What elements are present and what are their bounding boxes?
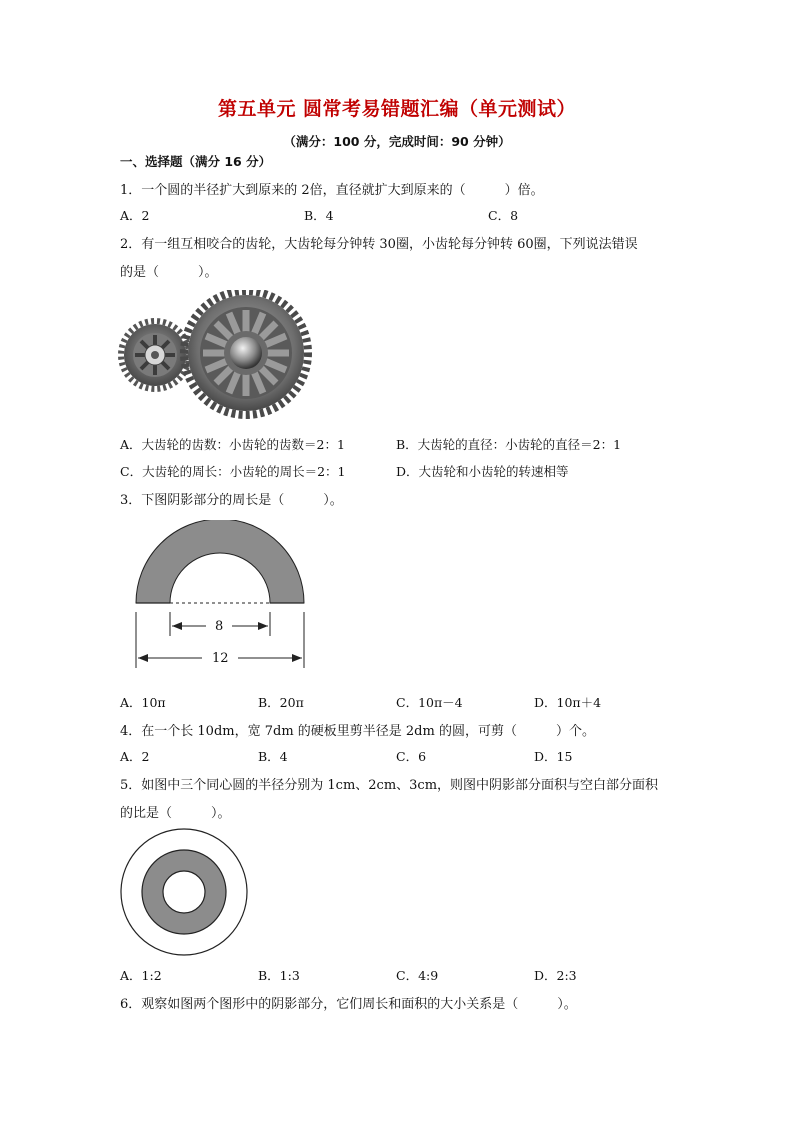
inner-diameter-label: 8 [215,619,224,634]
question-1-option-a[interactable]: A．2 [120,208,150,223]
question-2-option-a[interactable]: A．大齿轮的齿数：小齿轮的齿数＝2：1 [120,437,345,452]
question-5-text-line2: 的比是（ ）。 [120,806,231,821]
question-2-option-b[interactable]: B．大齿轮的直径：小齿轮的直径＝2：1 [396,437,622,452]
question-1-option-c[interactable]: C．8 [488,208,519,223]
question-3-option-d[interactable]: D．10π＋4 [534,695,602,710]
question-2-text-line2: 的是（ ）。 [120,265,218,280]
question-6-text: 6．观察如图两个图形中的阴影部分，它们周长和面积的大小关系是（ ）。 [120,997,577,1012]
big-gear [184,291,308,415]
question-4-option-c[interactable]: C．6 [396,749,427,764]
question-4-option-d[interactable]: D．15 [534,749,573,764]
page-title: 第五单元 圆常考易错题汇编（单元测试） [217,98,577,120]
question-1-option-b[interactable]: B．4 [304,208,334,223]
question-5-option-a[interactable]: A．1:2 [120,968,162,983]
question-2-text-line1: 2．有一组互相咬合的齿轮，大齿轮每分钟转 30圈，小齿轮每分钟转 60圈，下列说法错误 [120,237,638,252]
question-2-option-c[interactable]: C．大齿轮的周长：小齿轮的周长＝2：1 [120,464,346,479]
question-5-option-b[interactable]: B．1:3 [258,968,300,983]
page-subtitle: （满分：100 分，完成时间：90 分钟） [283,134,511,149]
question-2-option-d[interactable]: D．大齿轮和小齿轮的转速相等 [396,464,569,479]
question-4-option-b[interactable]: B．4 [258,749,288,764]
concentric-circles-figure [118,826,250,958]
question-3-option-c[interactable]: C．10π－4 [396,695,463,710]
question-5-option-c[interactable]: C．4:9 [396,968,439,983]
gears-figure [118,290,313,420]
outer-diameter-label: 12 [212,651,229,666]
question-5-text-line1: 5．如图中三个同心圆的半径分别为 1cm、2cm、3cm，则图中阴影部分面积与空白部分面积 [120,778,659,793]
question-4-text: 4．在一个长 10dm，宽 7dm 的硬板里剪半径是 2dm 的圆，可剪（ ）个。 [120,724,595,739]
question-1-text: 1．一个圆的半径扩大到原来的 2倍，直径就扩大到原来的（ ）倍。 [120,183,544,198]
small-gear [121,321,189,389]
section-heading: 一、选择题（满分 16 分） [120,154,272,169]
question-3-option-a[interactable]: A．10π [120,695,166,710]
question-3-option-b[interactable]: B．20π [258,695,304,710]
question-4-option-a[interactable]: A．2 [120,749,150,764]
question-5-option-d[interactable]: D．2:3 [534,968,577,983]
question-3-text: 3．下图阴影部分的周长是（ ）。 [120,493,343,508]
